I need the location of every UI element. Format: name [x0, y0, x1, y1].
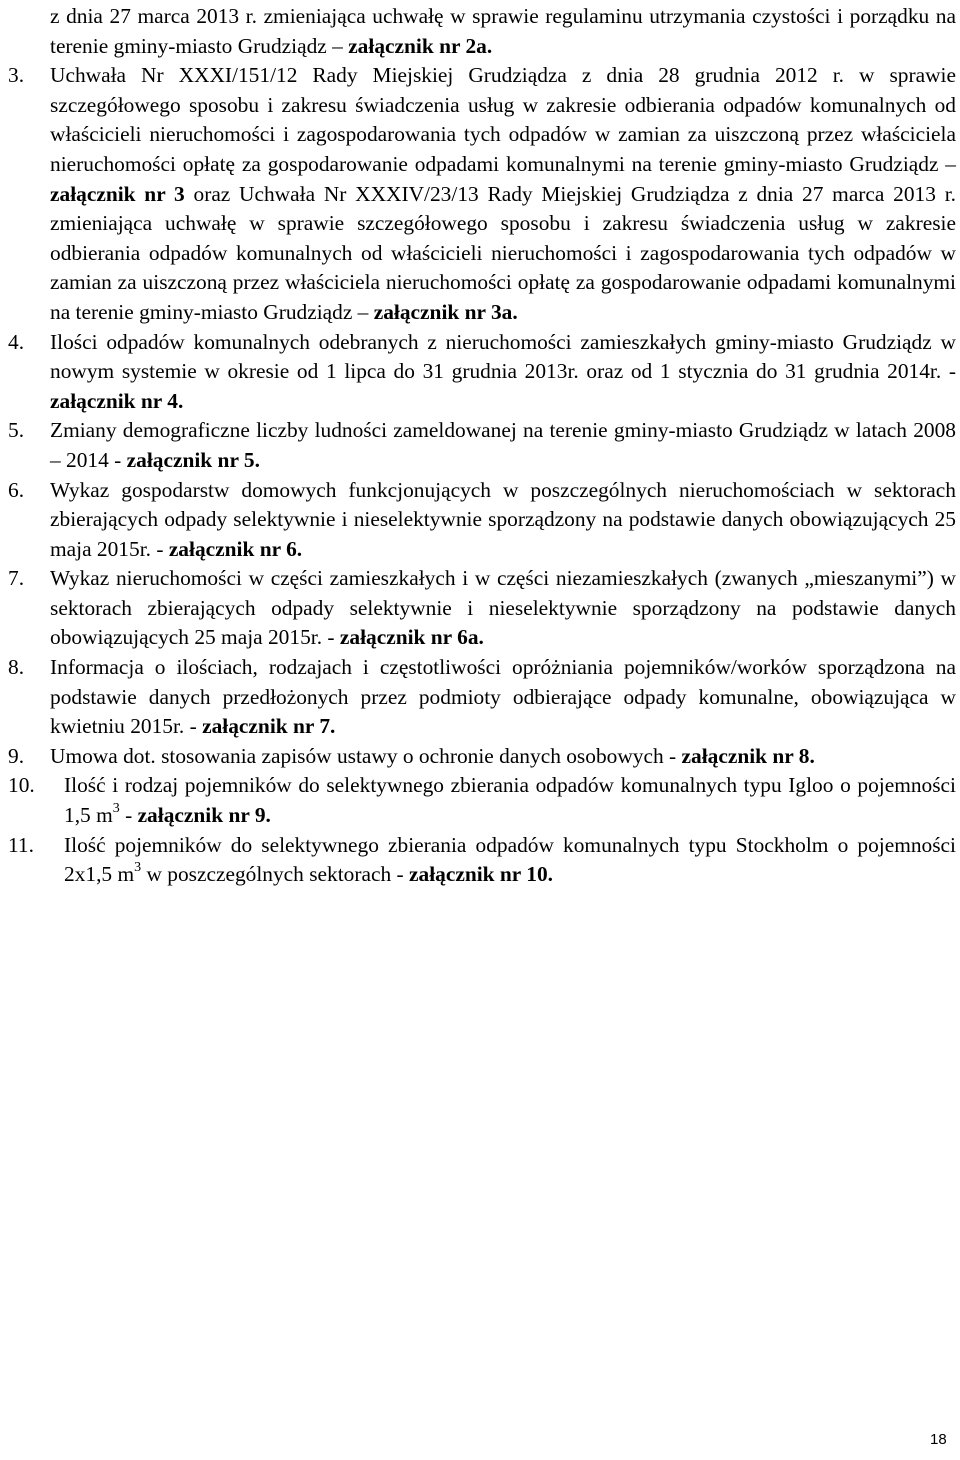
list-item [8, 416, 956, 475]
attachment-ref: załącznik nr 6a. [339, 625, 484, 650]
list-item [8, 328, 956, 417]
attachment-ref: załącznik nr 8. [681, 743, 815, 768]
item-text: Umowa dot. stosowania zapisów ustawy o ochronie danych osobowych - [50, 743, 682, 768]
list-item [8, 476, 956, 565]
item-text: Wykaz gospodarstw domowych funkcjonujących w poszczególnych nieruchomościach w sektorach zbierających odpady selektywnie i nieselektywnie sporządzony na podstawie danych obowiązujących 25 maja 2015r. - [50, 477, 956, 561]
list-item [8, 831, 956, 890]
page-number: 18 [930, 1431, 947, 1448]
item-text: Wykaz nieruchomości w części zamieszkałych i w części niezamieszkałych (zwanych „mieszanymi”) w sektorach zbierających odpady selektywnie i nieselektywnie sporządzony na podstawie danych obowiązujących 25 maja 2015r. - [50, 566, 956, 650]
attachment-ref: załącznik nr 9. [137, 803, 271, 828]
attachment-list [8, 61, 956, 890]
superscript: 3 [134, 860, 142, 876]
continuation-paragraph [8, 2, 956, 61]
list-item [8, 61, 956, 327]
item-number: 11. [8, 832, 34, 857]
list-item [8, 564, 956, 653]
attachment-ref: załącznik nr 7. [202, 714, 336, 739]
attachment-ref: załącznik nr 3a. [373, 299, 518, 324]
item-number: 7. [8, 566, 25, 591]
item-text: Zmiany demograficzne liczby ludności zameldowanej na terenie gminy-miasto Grudziądz w latach 2008 – 2014 - [50, 418, 956, 472]
continuation-text: z dnia 27 marca 2013 r. zmieniająca uchwałę w sprawie regulaminu utrzymania czystości i porządku na terenie gminy-miasto Grudziądz – [50, 4, 956, 58]
item-number: 5. [8, 418, 25, 443]
item-text: Ilości odpadów komunalnych odebranych z nieruchomości zamieszkałych gminy-miasto Grudziądz w nowym systemie w okresie od 1 lipca do 31 grudnia 2013r. oraz od 1 stycznia do 31 grudnia 2014r. - [50, 329, 956, 384]
item-text: Ilość i rodzaj pojemników do selektywnego zbierania odpadów komunalnych typu Igloo o pojemności 1,5 m [64, 773, 956, 828]
attachment-ref: załącznik nr 2a. [348, 33, 493, 58]
item-text: Ilość pojemników do selektywnego zbierania odpadów komunalnych typu Stockholm o pojemności 2x1,5 m [64, 832, 956, 887]
attachment-ref: załącznik nr 10. [409, 862, 553, 887]
attachment-ref: załącznik nr 5. [126, 447, 260, 472]
attachment-ref: załącznik nr 6. [168, 536, 303, 561]
item-number: 9. [8, 743, 25, 768]
item-number: 6. [8, 477, 25, 502]
item-text: w poszczególnych sektorach - [141, 862, 409, 887]
item-number: 10. [8, 773, 35, 798]
item-text: Informacja o ilościach, rodzajach i częstotliwości opróżniania pojemników/worków sporządzona na podstawie danych przedłożonych przez podmioty odbierające odpady komunalne, obowiązująca w kwietniu 2015r. - [50, 655, 956, 739]
list-item [8, 771, 956, 830]
item-number: 4. [8, 329, 25, 354]
document-body [8, 2, 956, 890]
superscript: 3 [112, 800, 120, 816]
list-item [8, 653, 956, 742]
item-text: Uchwała Nr XXXI/151/12 Rady Miejskiej Grudziądza z dnia 28 grudnia 2012 r. w sprawie szczegółowego sposobu i zakresu świadczenia usług w zakresie odbierania odpadów komunalnych od właścicieli nieruchomości i zagospodarowania tych odpadów w zamian za uiszczoną przez właściciela nieruchomości opłatę za gospodarowanie odpadami komunalnymi na terenie gminy-miasto Grudziądz – [50, 63, 956, 176]
item-number: 3. [8, 63, 25, 88]
item-text: oraz Uchwała Nr XXXIV/23/13 Rady Miejskiej Grudziądza z dnia 27 marca 2013 r. zmieniająca uchwałę w sprawie szczegółowego sposobu i zakresu świadczenia usług w zakresie odbierania odpadów komunalnych od właścicieli nieruchomości i zagospodarowania tych odpadów w zamian za uiszczoną przez właściciela nieruchomości opłatę za gospodarowanie odpadami komunalnymi na terenie gminy-miasto Grudziądz – [50, 181, 956, 324]
list-item [8, 742, 956, 772]
attachment-ref: załącznik nr 3 [50, 181, 185, 206]
attachment-ref: załącznik nr 4. [50, 388, 184, 413]
item-text: - [119, 803, 138, 828]
item-number: 8. [8, 655, 25, 680]
